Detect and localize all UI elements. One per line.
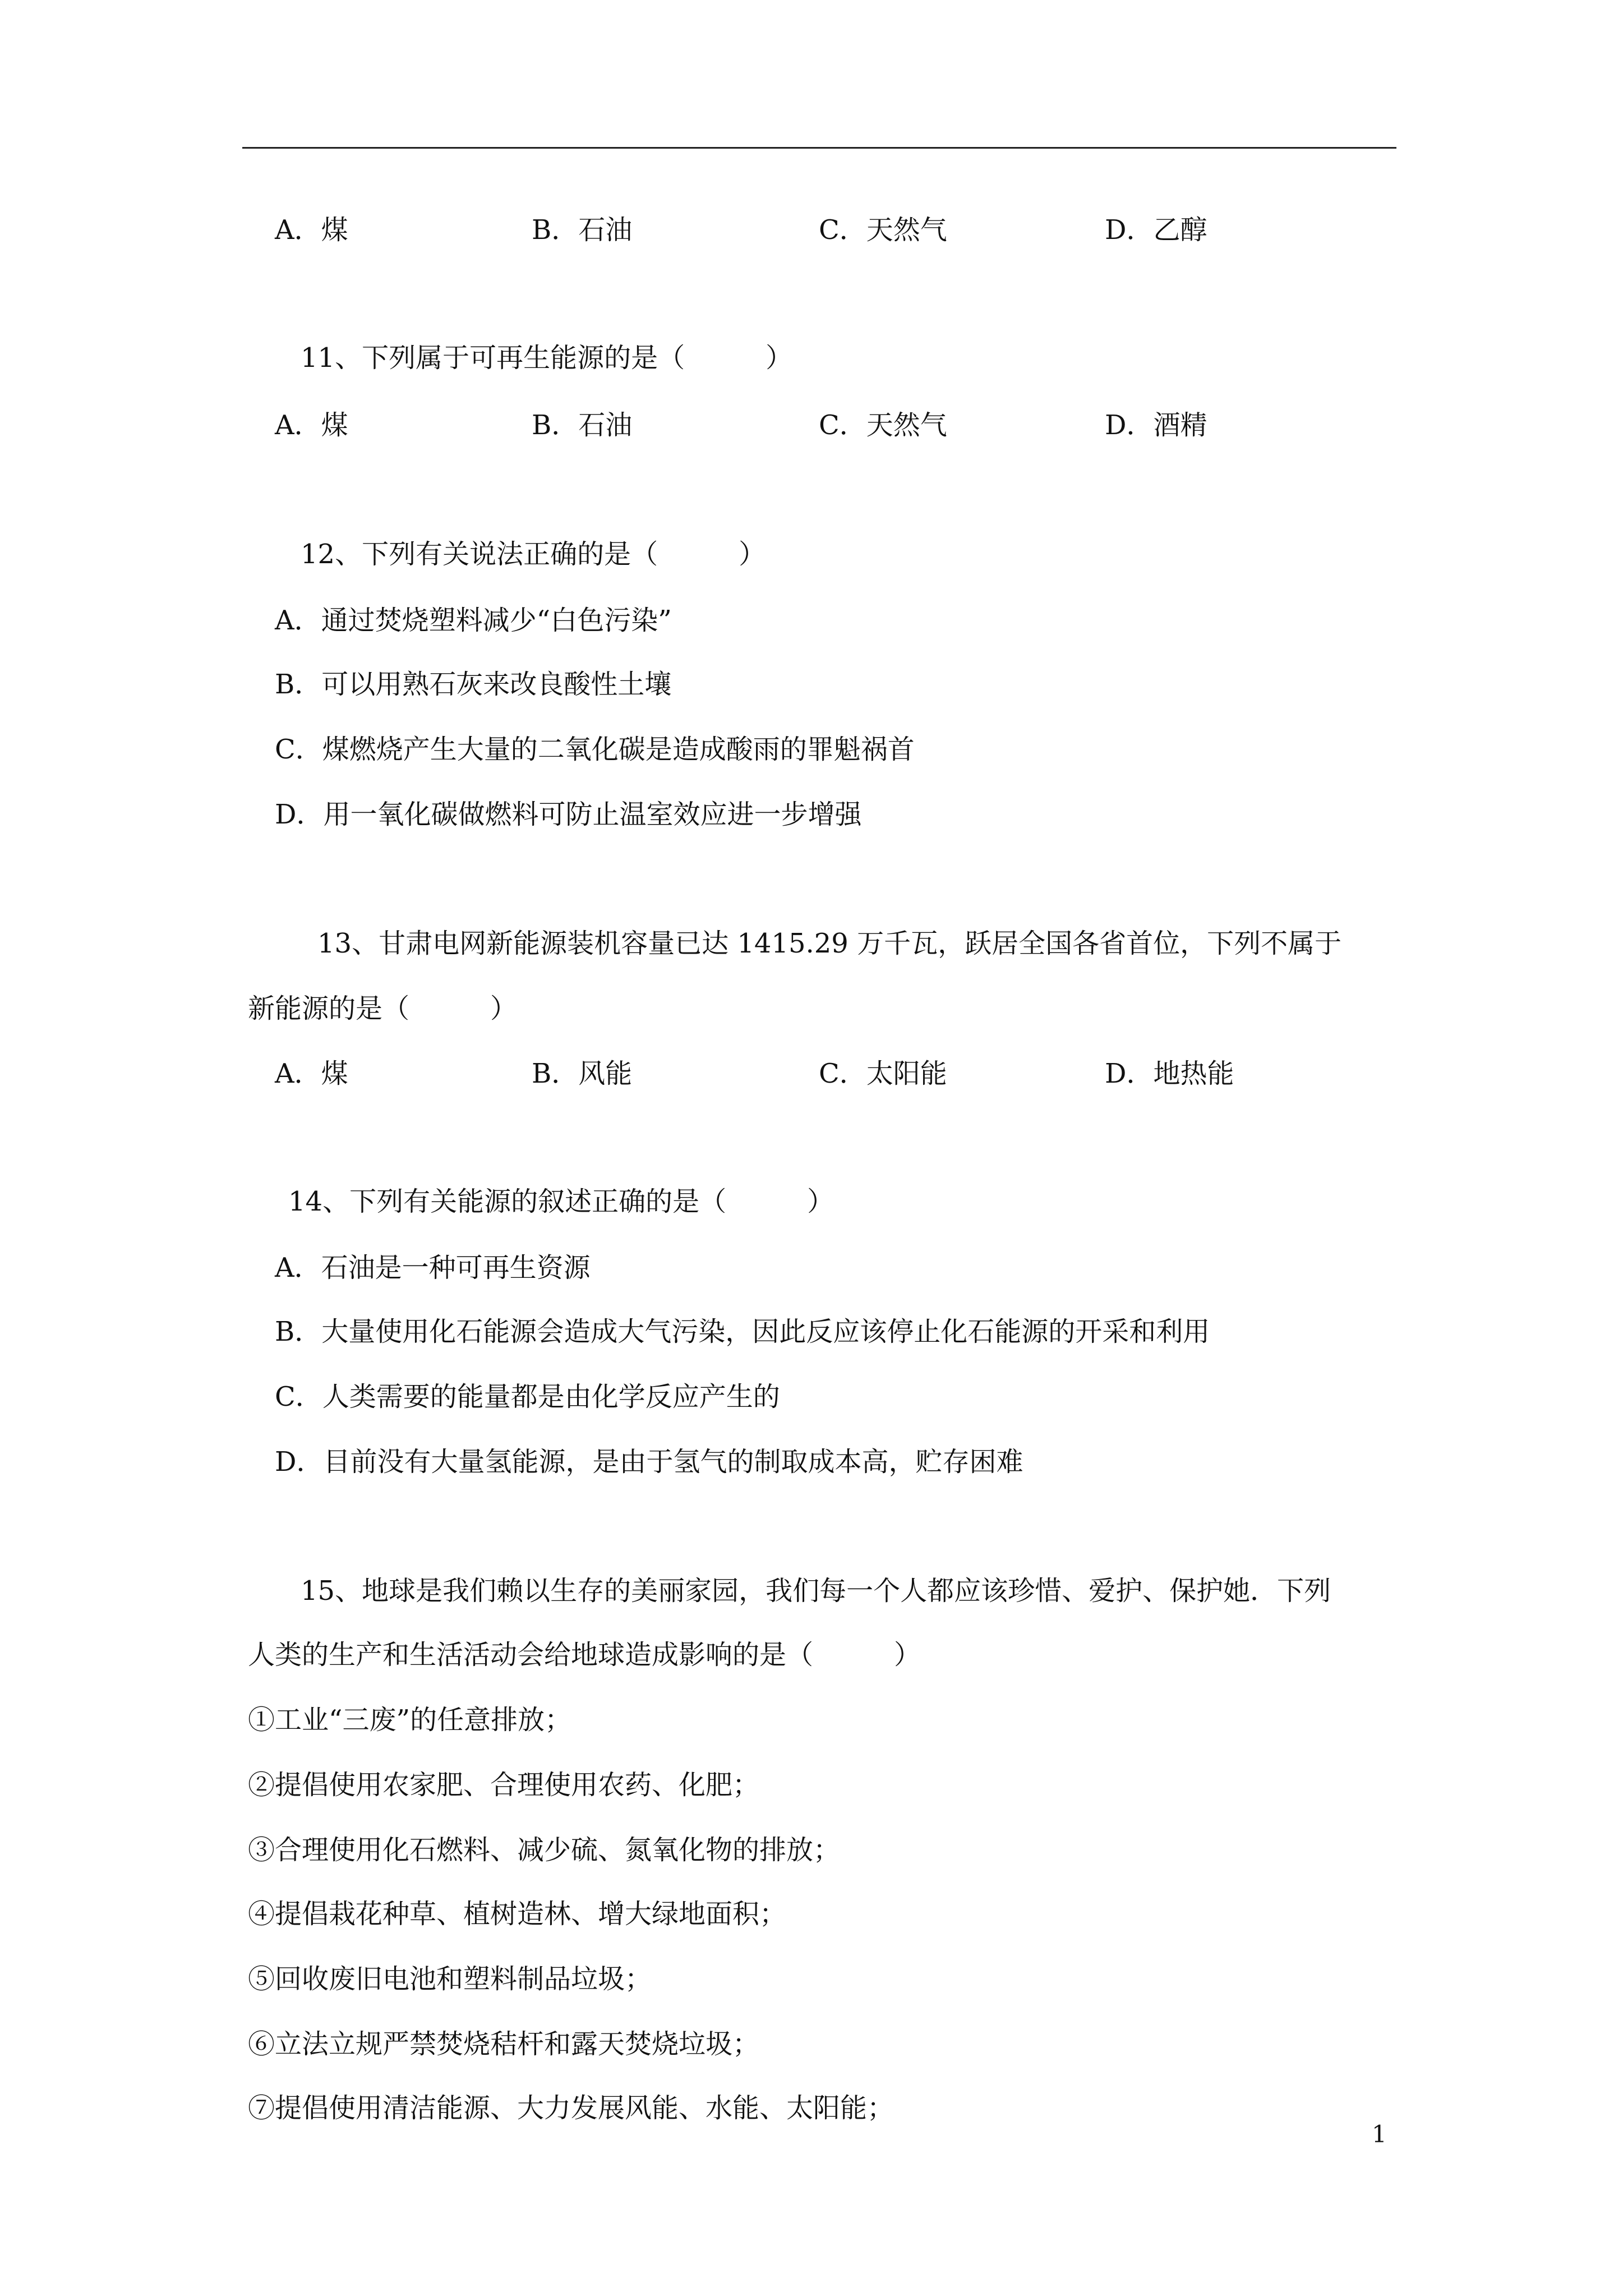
q13-option-a: A．煤 (275, 1058, 348, 1089)
q15-item-3: ③合理使用化石燃料、减少硫、氮氧化物的排放； (248, 1834, 841, 1866)
q11-option-a: A．煤 (275, 409, 348, 441)
q15-item-6: ⑥立法立规严禁焚烧秸杆和露天焚烧垃圾； (248, 2028, 760, 2060)
header-rule (242, 147, 1396, 149)
page-number: 1 (1372, 2120, 1387, 2148)
q12-stem: 12、下列有关说法正确的是（ ） (301, 539, 766, 570)
q15-item-5: ⑤回收废旧电池和塑料制品垃圾； (248, 1963, 652, 1995)
q10-option-c: C．天然气 (819, 214, 947, 246)
q15-item-4: ④提倡栽花种草、植树造林、增大绿地面积； (248, 1898, 787, 1930)
q14-option-b: B．大量使用化石能源会造成大气污染，因此反应该停止化石能源的开采和利用 (275, 1316, 1210, 1347)
q15-stem-line-2: 人类的生产和生活活动会给地球造成影响的是（ ） (248, 1639, 921, 1671)
q13-option-b: B．风能 (532, 1058, 633, 1089)
q10-option-b: B．石油 (532, 214, 633, 246)
q14-option-c: C．人类需要的能量都是由化学反应产生的 (275, 1381, 780, 1412)
q12-option-d: D．用一氧化碳做燃料可防止温室效应进一步增强 (275, 799, 862, 830)
q14-stem: 14、下列有关能源的叙述正确的是（ ） (288, 1186, 834, 1217)
q12-option-c: C．煤燃烧产生大量的二氧化碳是造成酸雨的罪魁祸首 (275, 734, 915, 765)
q15-item-2: ②提倡使用农家肥、合理使用农药、化肥； (248, 1769, 760, 1801)
q11-option-c: C．天然气 (819, 409, 947, 441)
q14-option-a: A．石油是一种可再生资源 (275, 1252, 591, 1283)
q13-stem-line-2: 新能源的是（ ） (248, 993, 518, 1024)
q13-option-c: C．太阳能 (819, 1058, 947, 1089)
q13-option-d: D．地热能 (1105, 1058, 1234, 1089)
q11-option-d: D．酒精 (1105, 409, 1207, 441)
q13-stem-line-1: 13、甘肃电网新能源装机容量已达 1415.29 万千瓦，跃居全国各省首位，下列不属于 (317, 928, 1342, 959)
q11-option-b: B．石油 (532, 409, 633, 441)
q15-item-1: ①工业“三废”的任意排放； (248, 1704, 572, 1736)
q14-option-d: D．目前没有大量氢能源，是由于氢气的制取成本高，贮存困难 (275, 1446, 1023, 1478)
q10-option-a: A．煤 (275, 214, 348, 246)
q11-stem: 11、下列属于可再生能源的是（ ） (301, 342, 793, 374)
q12-option-a: A．通过焚烧塑料减少“白色污染” (275, 605, 672, 636)
q12-option-b: B．可以用熟石灰来改良酸性土壤 (275, 669, 672, 700)
q15-item-7: ⑦提倡使用清洁能源、大力发展风能、水能、太阳能； (248, 2092, 895, 2124)
q15-stem-line-1: 15、地球是我们赖以生存的美丽家园，我们每一个人都应该珍惜、爱护、保护她．下列 (301, 1575, 1331, 1607)
q10-option-d: D．乙醇 (1105, 214, 1207, 246)
